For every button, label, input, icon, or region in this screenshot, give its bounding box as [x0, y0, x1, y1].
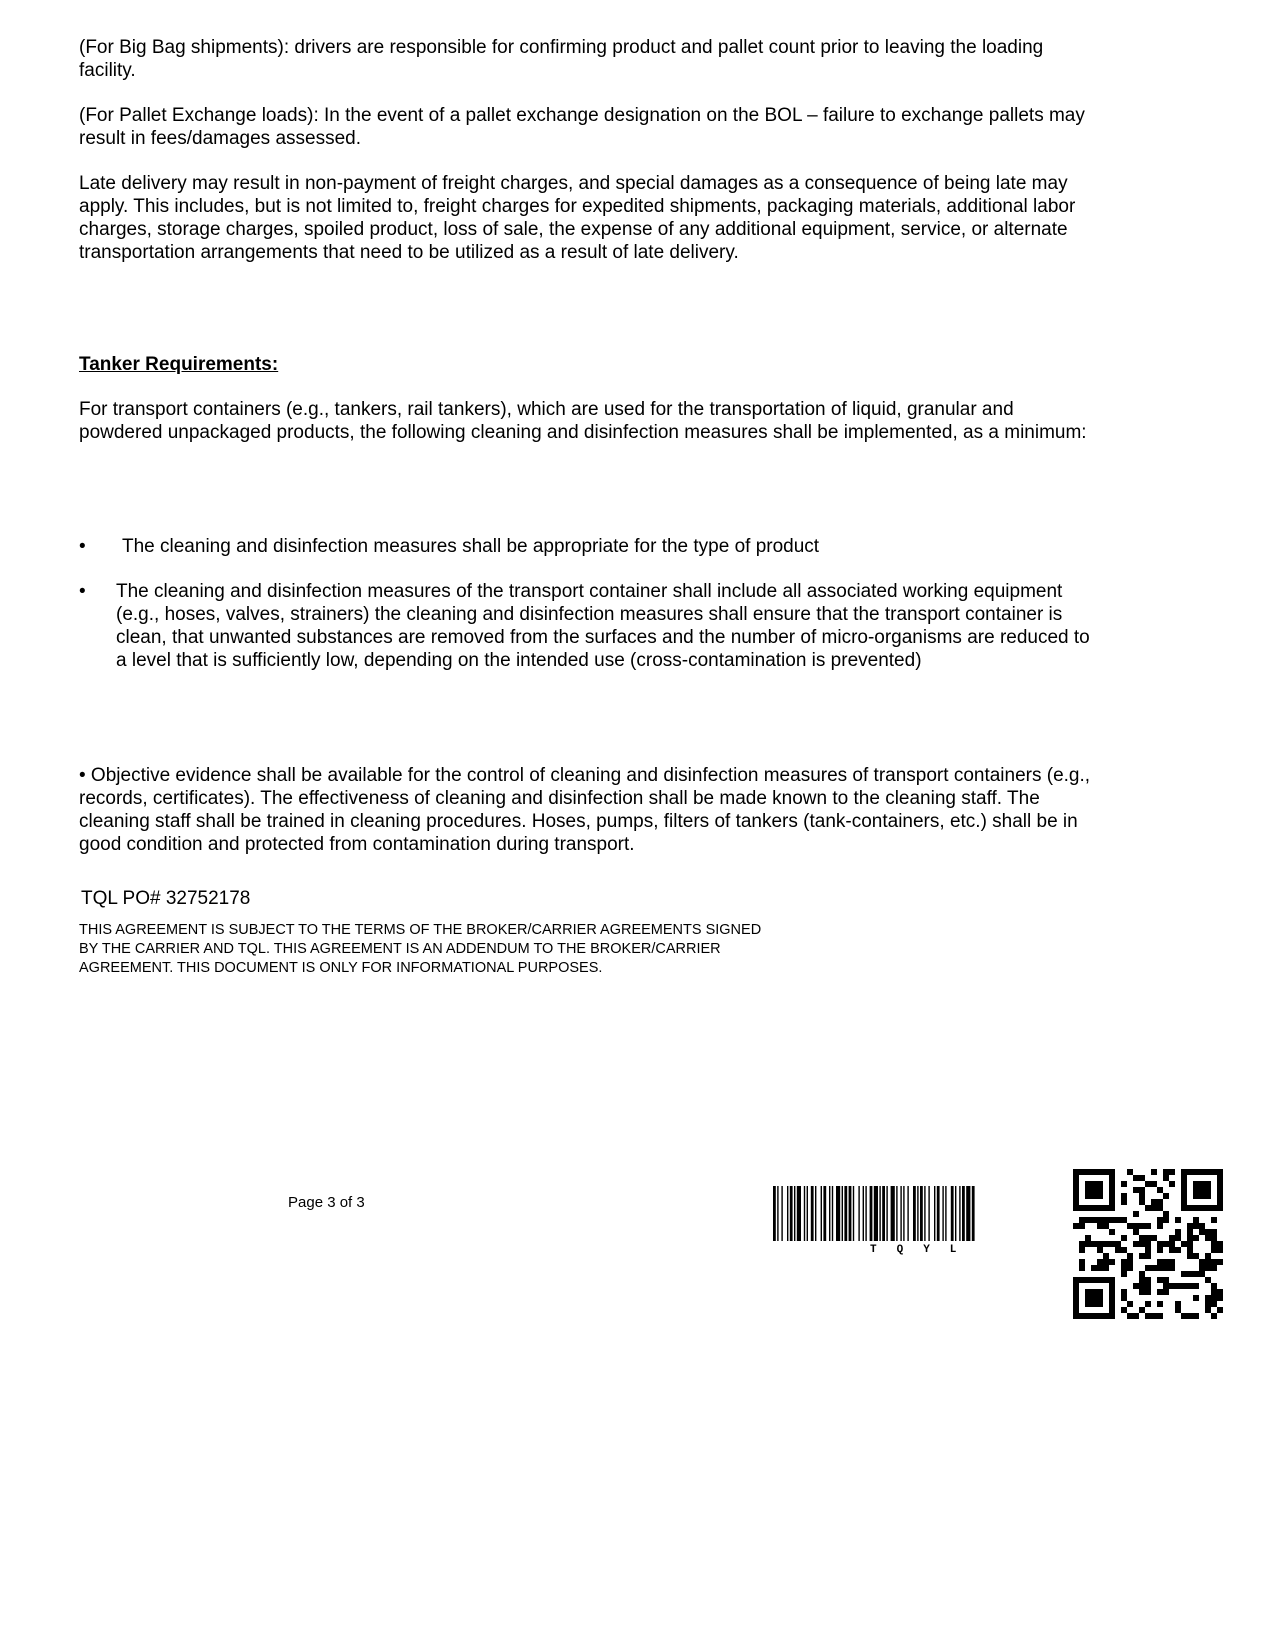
- barcode: [773, 1186, 1059, 1246]
- tanker-requirements-heading: Tanker Requirements:: [79, 354, 279, 375]
- qr-code: [1073, 1169, 1223, 1319]
- barcode-label: TQYL: [870, 1244, 977, 1256]
- page-number: Page 3 of 3: [288, 1194, 365, 1211]
- legal-notice: THIS AGREEMENT IS SUBJECT TO THE TERMS OF THE BROKER/CARRIER AGREEMENTS SIGNED BY THE CARRIER AND TQL. THIS AGREEMENT IS AN ADDENDUM TO THE BROKER/CARRIER AGREEMENT. THIS DOCUMENT IS ONLY FOR INFORMATIONAL PURPOSES.: [79, 922, 762, 976]
- bullet-symbol: •: [79, 536, 86, 557]
- bullet-item: [79, 580, 1099, 672]
- late-delivery-paragraph: Late delivery may result in non-payment of freight charges, and special damages as a consequence of being late may apply. This includes, but is not limited to, freight charges for expedited shipments, packaging materials, additional labor charges, storage charges, spoiled product, loss of sale, the expense of any additional equipment, service, or alternate transportation arrangements that need to be utilized as a result of late delivery.: [79, 173, 1076, 263]
- bullet-item: [79, 535, 1099, 558]
- bullet-text: The cleaning and disinfection measures of the transport container shall include all associated working equipment (e.g., hoses, valves, strainers) the cleaning and disinfection measures shall ensure that the transport container is clean, that unwanted substances are removed from the surfaces and the number of micro-organisms are reduced to a level that is sufficiently low, depending on the intended use (cross-contamination is prevented): [116, 581, 1090, 671]
- objective-evidence-paragraph: • Objective evidence shall be available for the control of cleaning and disinfection measures of transport containers (e.g., records, certificates). The effectiveness of cleaning and disinfection shall be made known to the cleaning staff. The cleaning staff shall be trained in cleaning procedures. Hoses, pumps, filters of tankers (tank-containers, etc.) shall be in good condition and protected from contamination during transport.: [79, 765, 1091, 855]
- bullet-symbol: •: [79, 581, 86, 602]
- bullet-text: The cleaning and disinfection measures shall be appropriate for the type of product: [122, 536, 820, 557]
- po-reference: TQL PO# 32752178: [81, 888, 251, 909]
- big-bag-paragraph: (For Big Bag shipments): drivers are responsible for confirming product and pallet count prior to leaving the loading facility.: [79, 37, 1044, 81]
- tanker-intro-paragraph: For transport containers (e.g., tankers, rail tankers), which are used for the transportation of liquid, granular and powdered unpackaged products, the following cleaning and disinfection measures shall be implemented, as a minimum:: [79, 399, 1087, 443]
- pallet-exchange-paragraph: (For Pallet Exchange loads): In the event of a pallet exchange designation on the BOL – failure to exchange pallets may result in fees/damages assessed.: [79, 105, 1085, 149]
